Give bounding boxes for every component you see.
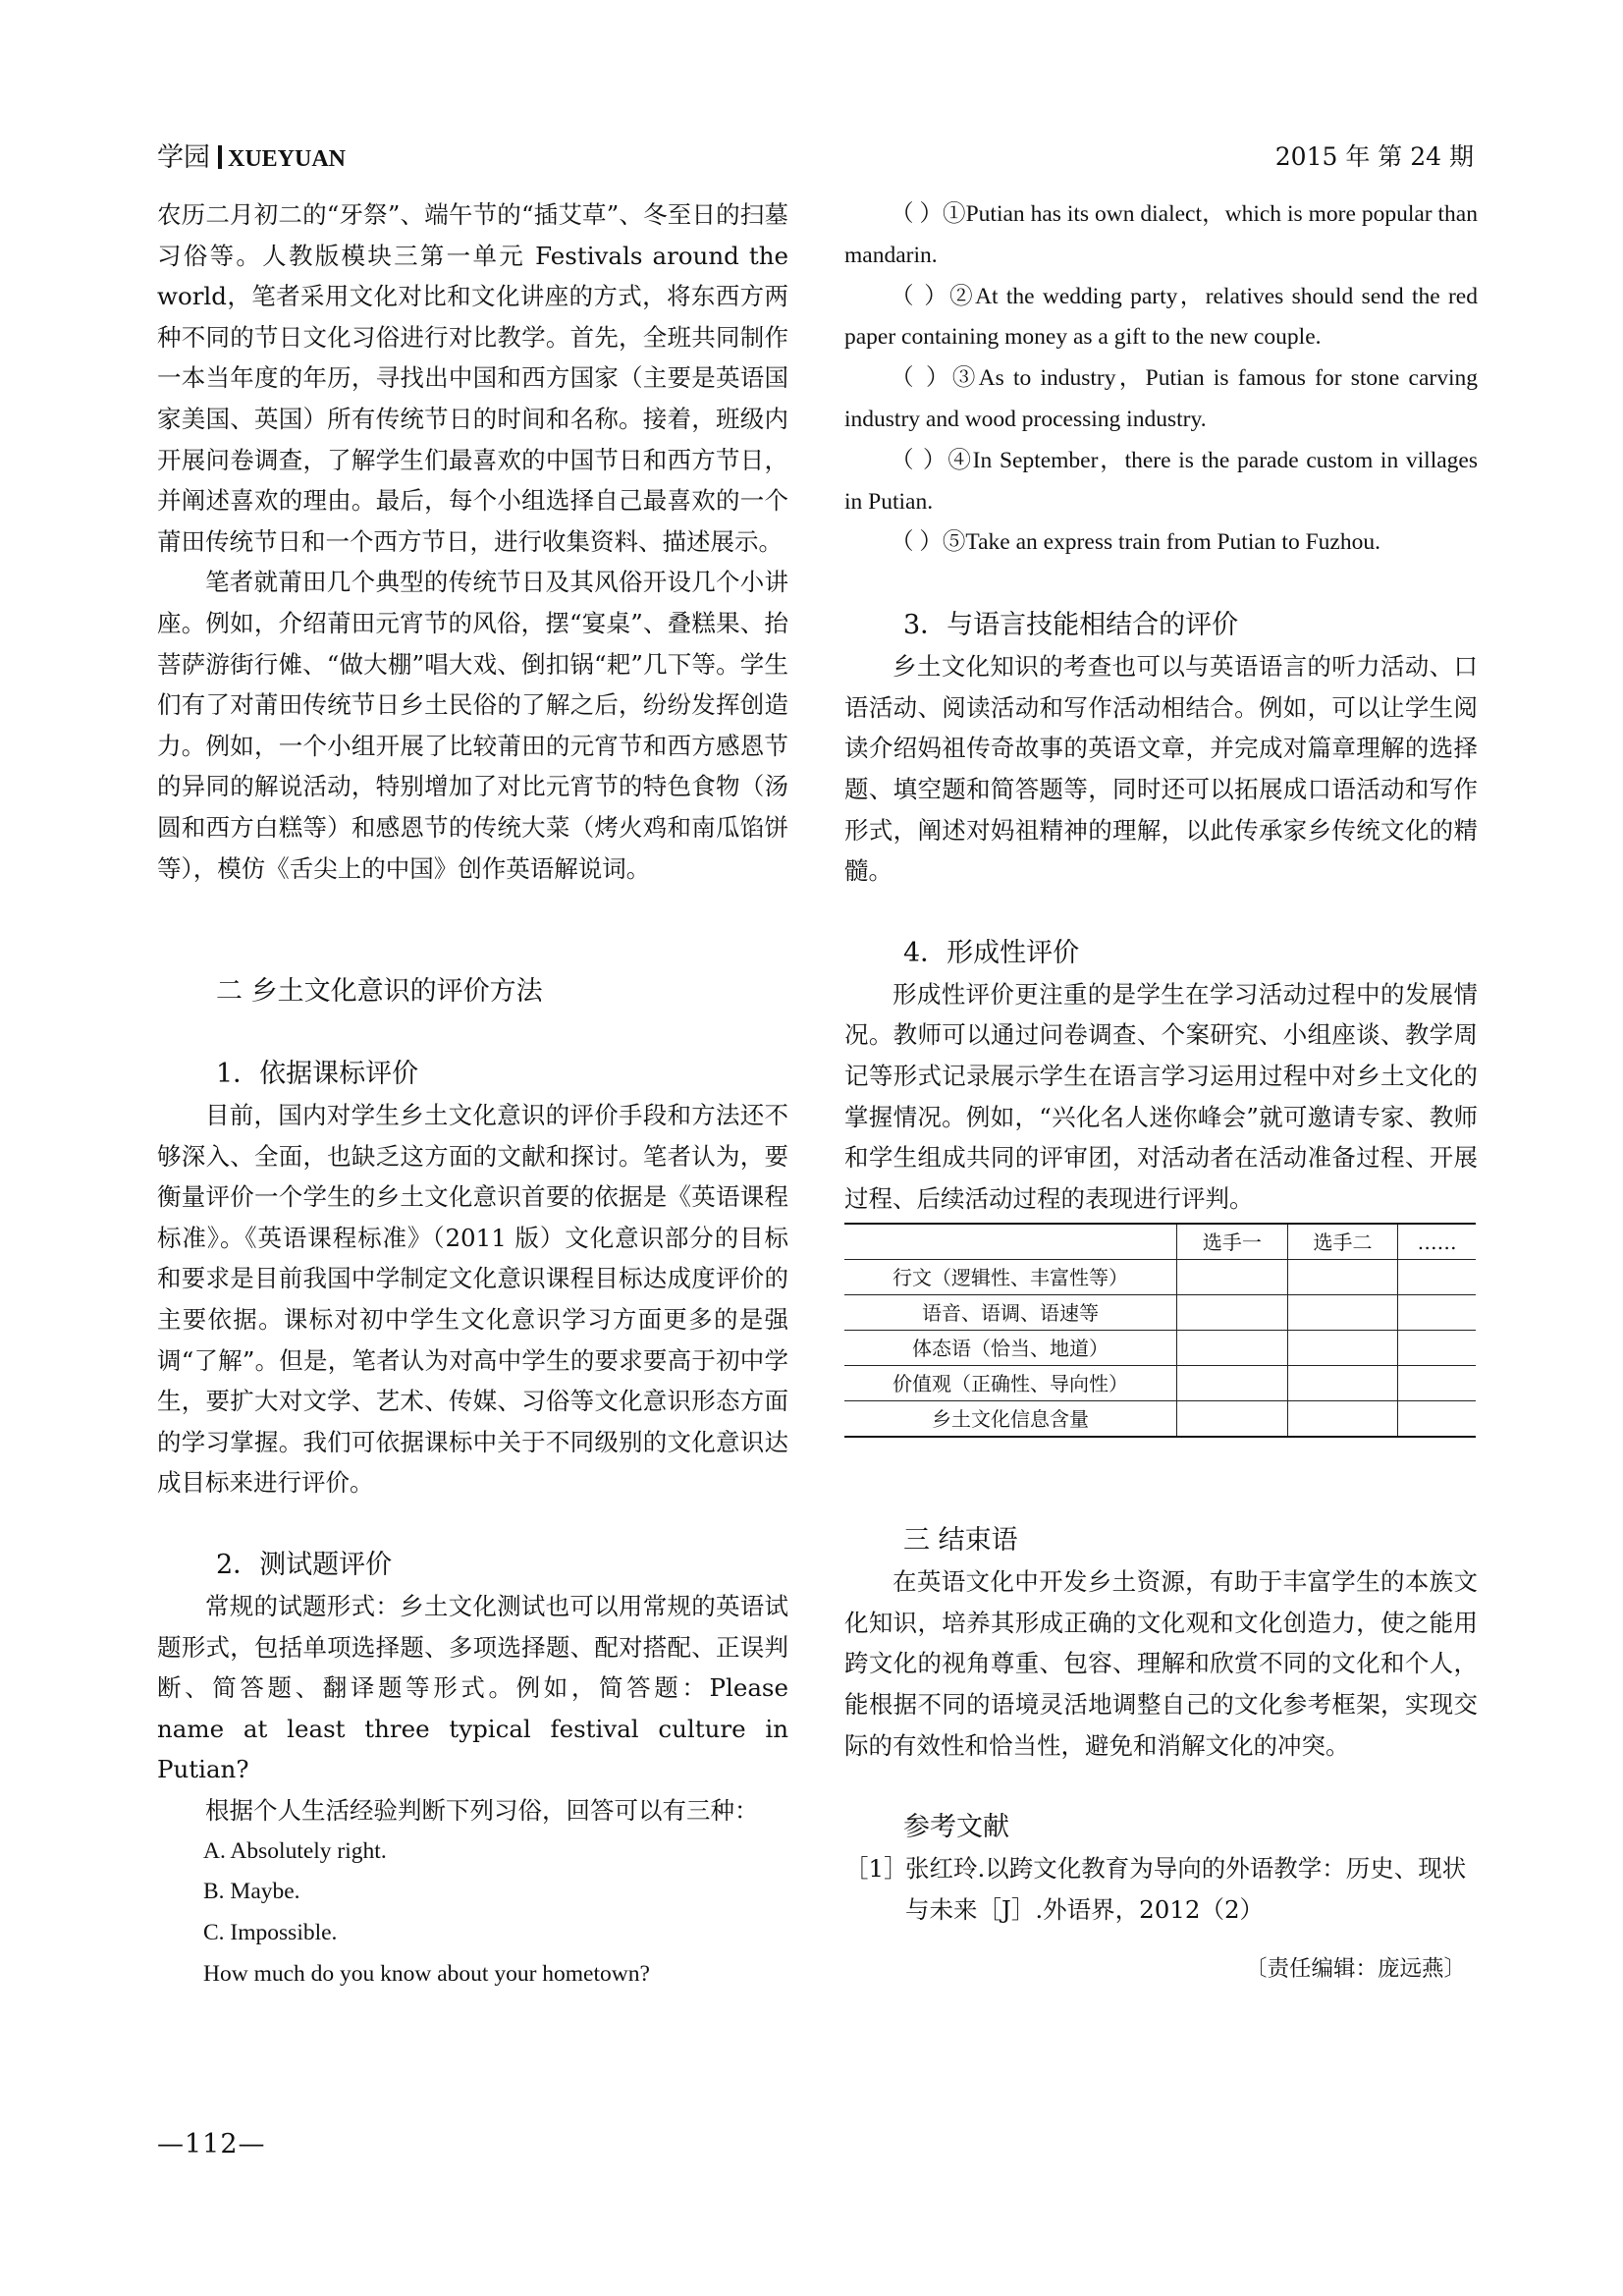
question-text: How much do you know about your hometown? [203, 1960, 650, 1987]
journal-name-cn: 学园 [157, 142, 210, 173]
subsection-heading: 4．形成性评价 [903, 937, 1080, 968]
evaluation-table [844, 1223, 1476, 1438]
table-row [844, 1295, 1476, 1331]
references-heading: 参考文献 [903, 1812, 1009, 1843]
paragraph: 在英语文化中开发乡土资源，有助于丰富学生的本族文化知识，培养其形成正确的文化观和文化创造力，使之能用跨文化的视角尊重、包容、理解和欣赏不同的文化和个人，能根据不同的语境灵活地调整自己的文化参考框架，实现交际的有效性和恰当性，避免和消解文化的冲突。 [844, 1567, 1478, 1760]
table-header-cell: 选手一 [1177, 1224, 1288, 1260]
criterion-cell: 语音、语调、语速等 [844, 1295, 1177, 1331]
statement-3: （ ）③As to industry，Putian is famous for stone carving industry and wood processing industry. [844, 365, 1478, 432]
statement-1: （ ）①Putian has its own dialect，which is more popular than mandarin. [844, 201, 1478, 268]
paragraph: 形成性评价更注重的是学生在学习活动过程中的发展情况。教师可以通过问卷调查、个案研究、小组座谈、教学周记等形式记录展示学生在语言学习运用过程中对乡土文化的掌握情况。例如，“兴化名人迷你峰会”就可邀请专家、教师和学生组成共同的评审团，对活动者在活动准备过程、开展过程、后续活动过程的表现进行评判。 [844, 979, 1478, 1213]
reference-text: 张红玲.以跨文化教育为导向的外语教学：历史、现状与未来［J］.外语界，2012（2） [905, 1854, 1467, 1925]
statement-5: （ ）⑤Take an express train from Putian to Fuzhou. [891, 529, 1380, 556]
table-header-cell [844, 1224, 1177, 1260]
criterion-cell: 价值观（正确性、导向性） [844, 1366, 1177, 1401]
table-header-cell: 选手二 [1287, 1224, 1398, 1260]
table-row [844, 1331, 1476, 1366]
option-b: B. Maybe. [203, 1879, 300, 1905]
criterion-cell: 行文（逻辑性、丰富性等） [844, 1260, 1177, 1295]
option-a: A. Absolutely right. [203, 1837, 387, 1864]
subsection-heading: 1．依据课标评价 [216, 1059, 419, 1090]
journal-name-en: XUEYUAN [228, 146, 346, 172]
header-separator [218, 145, 222, 169]
criterion-cell: 体态语（恰当、地道） [844, 1331, 1177, 1366]
table-header-cell: …… [1398, 1224, 1476, 1260]
subsection-heading: 3．与语言技能相结合的评价 [903, 610, 1239, 641]
table-header-row [844, 1224, 1476, 1260]
section-heading: 三 结束语 [903, 1525, 1018, 1557]
table-row [844, 1401, 1476, 1438]
statement-4: （ ）④In September，there is the parade custom in villages in Putian. [844, 447, 1478, 515]
table-row [844, 1366, 1476, 1401]
criterion-cell: 乡土文化信息含量 [844, 1401, 1177, 1438]
statement-2: （ ）②At the wedding party，relatives should send the red paper containing money as a gift to the new couple. [844, 283, 1478, 351]
paragraph: 农历二月初二的“牙祭”、端午节的“插艾草”、冬至日的扫墓习俗等。人教版模块三第一单元 Festivals around the world，笔者采用文化对比和文化讲座的方式，将东西方两种不同的节日文化习俗进行对比教学。首先，全班共同制作一本当年度的年历，寻找出中国和西方国家（主要是英语国家美国、英国）所有传统节日的时间和名称。接着，班级内开展问卷调查，了解学生们最喜欢的中国节日和西方节日，并阐述喜欢的理由。最后，每个小组选择自己最喜欢的一个莆田传统节日和一个西方节日，进行收集资料、描述展示。 [157, 200, 788, 556]
subsection-heading: 2．测试题评价 [216, 1550, 393, 1581]
editor-note: 〔责任编辑：庞远燕〕 [1244, 1956, 1466, 1983]
left-column [157, 194, 788, 1995]
section-heading: 二 乡土文化意识的评价方法 [216, 976, 543, 1008]
paragraph: 常规的试题形式：乡土文化测试也可以用常规的英语试题形式，包括单项选择题、多项选择题、配对搭配、正误判断、简答题、翻译题等形式。例如，简答题：Please name at least three typical festival culture in Putian? [157, 1592, 788, 1784]
journal-name [157, 136, 346, 174]
reference-number: ［1］ [844, 1854, 908, 1884]
issue-label: 2015 年 第 24 期 [1274, 142, 1474, 171]
option-c: C. Impossible. [203, 1920, 338, 1946]
table-row [844, 1260, 1476, 1295]
paragraph: 目前，国内对学生乡土文化意识的评价手段和方法还不够深入、全面，也缺乏这方面的文献和探讨。笔者认为，要衡量评价一个学生的乡土文化意识首要的依据是《英语课程标准》。《英语课程标准》（2011 版）文化意识部分的目标和要求是目前我国中学制定文化意识课程目标达成度评价的主要依据。课标对初中学生文化意识学习方面更多的是强调“了解”。但是，笔者认为对高中学生的要求要高于初中学生，要扩大对文学、艺术、传媒、习俗等文化意识形态方面的学习掌握。我们可依据课标中关于不同级别的文化意识达成目标来进行评价。 [157, 1101, 788, 1498]
right-column [844, 194, 1478, 1990]
paragraph: 根据个人生活经验判断下列习俗，回答可以有三种： [205, 1796, 759, 1825]
paragraph: 乡土文化知识的考查也可以与英语语言的听力活动、口语活动、阅读活动和写作活动相结合。例如，可以让学生阅读介绍妈祖传奇故事的英语文章，并完成对篇章理解的选择题、填空题和简答题等，同时还可以拓展成口语活动和写作形式，阐述对妈祖精神的理解，以此传承家乡传统文化的精髓。 [844, 652, 1478, 886]
paragraph: 笔者就莆田几个典型的传统节日及其风俗开设几个小讲座。例如，介绍莆田元宵节的风俗，摆“宴桌”、叠糕果、抬菩萨游街行傩、“做大棚”唱大戏、倒扣锅“耙”几下等。学生们有了对莆田传统节日乡土民俗的了解之后，纷纷发挥创造力。例如，一个小组开展了比较莆田的元宵节和西方感恩节的异同的解说活动，特别增加了对比元宵节的特色食物（汤圆和西方白糕等）和感恩节的传统大菜（烤火鸡和南瓜馅饼等），模仿《舌尖上的中国》创作英语解说词。 [157, 568, 788, 883]
page-number: —112— [157, 2129, 266, 2159]
reference-item [844, 1848, 1478, 1931]
